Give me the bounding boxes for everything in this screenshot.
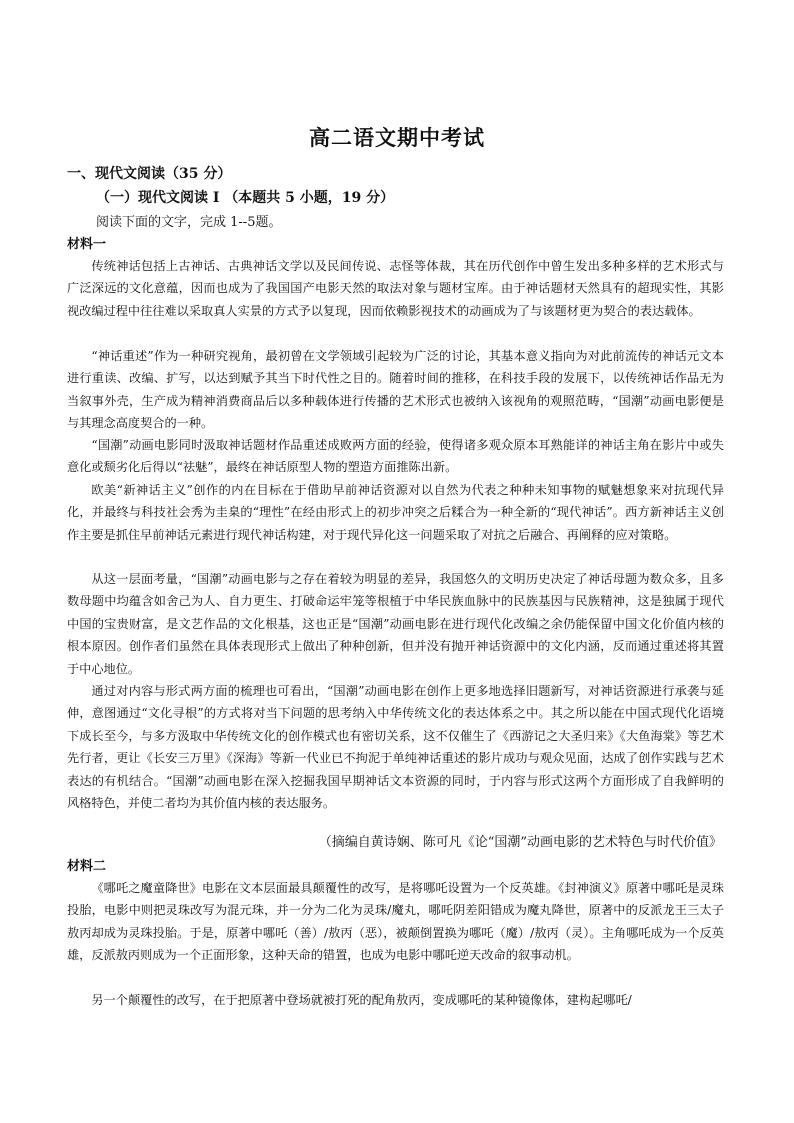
material-1-paragraph: 欧美“新神话主义”创作的内在目标在于借助早前神话资源对以自然为代表之种种未知事物的赋魅想象来对抗现代异化，并最终与科技社会秀为圭臬的“理性”在经由形式上的初步冲突之后糅合为一种全新的“现代神话”。西方新神话主义创作主要是抓住早前神话元素进行现代神话构建，对于现代异化这一问题采取了对抗之后融合、再阐释的应对策略。 [67,483,724,542]
subsection-heading: （一）现代文阅读 I （本题共 5 小题，19 分） [96,190,395,206]
material-2-label: 材料二 [67,859,107,874]
section-heading: 一、现代文阅读（35 分） [67,166,232,182]
page-title: 高二语文期中考试 [309,125,485,150]
instruction-text: 阅读下面的文字，完成 1--5题。 [96,215,282,230]
source-citation: （摘编自黄诗娴、陈可凡《论“国潮”动画电影的艺术特色与时代价值》 [318,835,722,850]
material-1-paragraph: 传统神话包括上古神话、古典神话文学以及民间传说、志怪等体裁，其在历代创作中曾生发出多种多样的艺术形式与广泛深远的文化意蕴，因而也成为了我国国产电影天然的取法对象与题材宝库。由于神话题材天然具有的超现实性，其影视改编过程中往往难以采取真人实景的方式予以复现，因而依赖影视技术的动画成为了与该题材更为契合的表达载体。 [67,259,724,318]
material-1-paragraph: “国潮”动画电影同时汲取神话题材作品重述成败两方面的经验，使得诸多观众原本耳熟能详的神话主角在影片中或失意化或颓劣化后得以“祛魅”，最终在神话原型人物的塑造方面推陈出新。 [67,438,724,475]
material-1-paragraph: 通过对内容与形式两方面的梳理也可看出，“国潮”动画电影在创作上更多地选择旧题新写，对神话资源进行承袭与延伸，意图通过“文化寻根”的方式将对当下问题的思考纳入中华传统文化的表达体系之中。其之所以能在中国式现代化语境下成长至今，与多方汲取中华传统文化的创作模式也有密切关系，这不仅催生了《西游记之大圣归来》《大鱼海棠》等艺术先行者，更让《长安三万里》《深海》等新一代业已不拘泥于单纯神话重述的影片成功与观众见面，达成了创作实践与艺术表达的有机结合。“国潮”动画电影在深入挖掘我国早期神话文本资源的同时，于内容与形式这两个方面形成了自我鲜明的风格特色，并使二者均为其价值内核的表达服务。 [67,684,724,811]
material-1-label: 材料一 [67,237,107,252]
material-2-paragraph: 另一个颠覆性的改写，在于把原著中登场就被打死的配角敖丙，变成哪吒的某种镜像体，建构起哪吒/ [91,993,632,1007]
material-1-paragraph: 从这一层面考量，“国潮”动画电影与之存在着较为明显的差异，我国悠久的文明历史决定了神话母题为数众多，且多数母题中均蕴含如舍己为人、自力更生、打破命运牢笼等根植于中华民族血脉中的民族基因与民族精神，这是独属于现代中国的宝贵财富，是文艺作品的文化根基，这也正是“国潮”动画电影在进行现代化改编之余仍能保留中国文化价值内核的根本原因。创作者们虽然在具体表现形式上做出了种种创新，但并没有抛开神话资源中的文化内涵，反而通过重述将其置于中心地位。 [67,572,724,676]
material-1-paragraph: “神话重述”作为一种研究视角，最初曾在文学领域引起较为广泛的讨论，其基本意义指向为对此前流传的神话元文本进行重读、改编、扩写，以达到赋予其当下时代性之目的。随着时间的推移，在科技手段的发展下，以传统神话作品无为当叙事外壳，生产成为精神消费商品后以多种载体进行传播的艺术形式也被纳入该视角的观照范畴，“国潮”动画电影便是与其理念高度契合的一种。 [67,349,724,431]
material-2-paragraph: 《哪吒之魔童降世》电影在文本层面最具颠覆性的改写，是将哪吒设置为一个反英雄。《封神演义》原著中哪吒是灵珠投胎，电影中则把灵珠改写为混元珠，并一分为二化为灵珠/魔丸，哪吒阴差阳错成为魔丸降世，原著中的反派龙王三太子敖丙却成为灵珠投胎。于是，原著中哪吒（善）/敖丙（恶），被颠倒置换为哪吒（魔）/敖丙（灵）。主角哪吒成为一个反英雄，反派敖丙则成为一个正面形象，这种天命的错置，也成为电影中哪吒逆天改命的叙事动机。 [67,881,724,963]
